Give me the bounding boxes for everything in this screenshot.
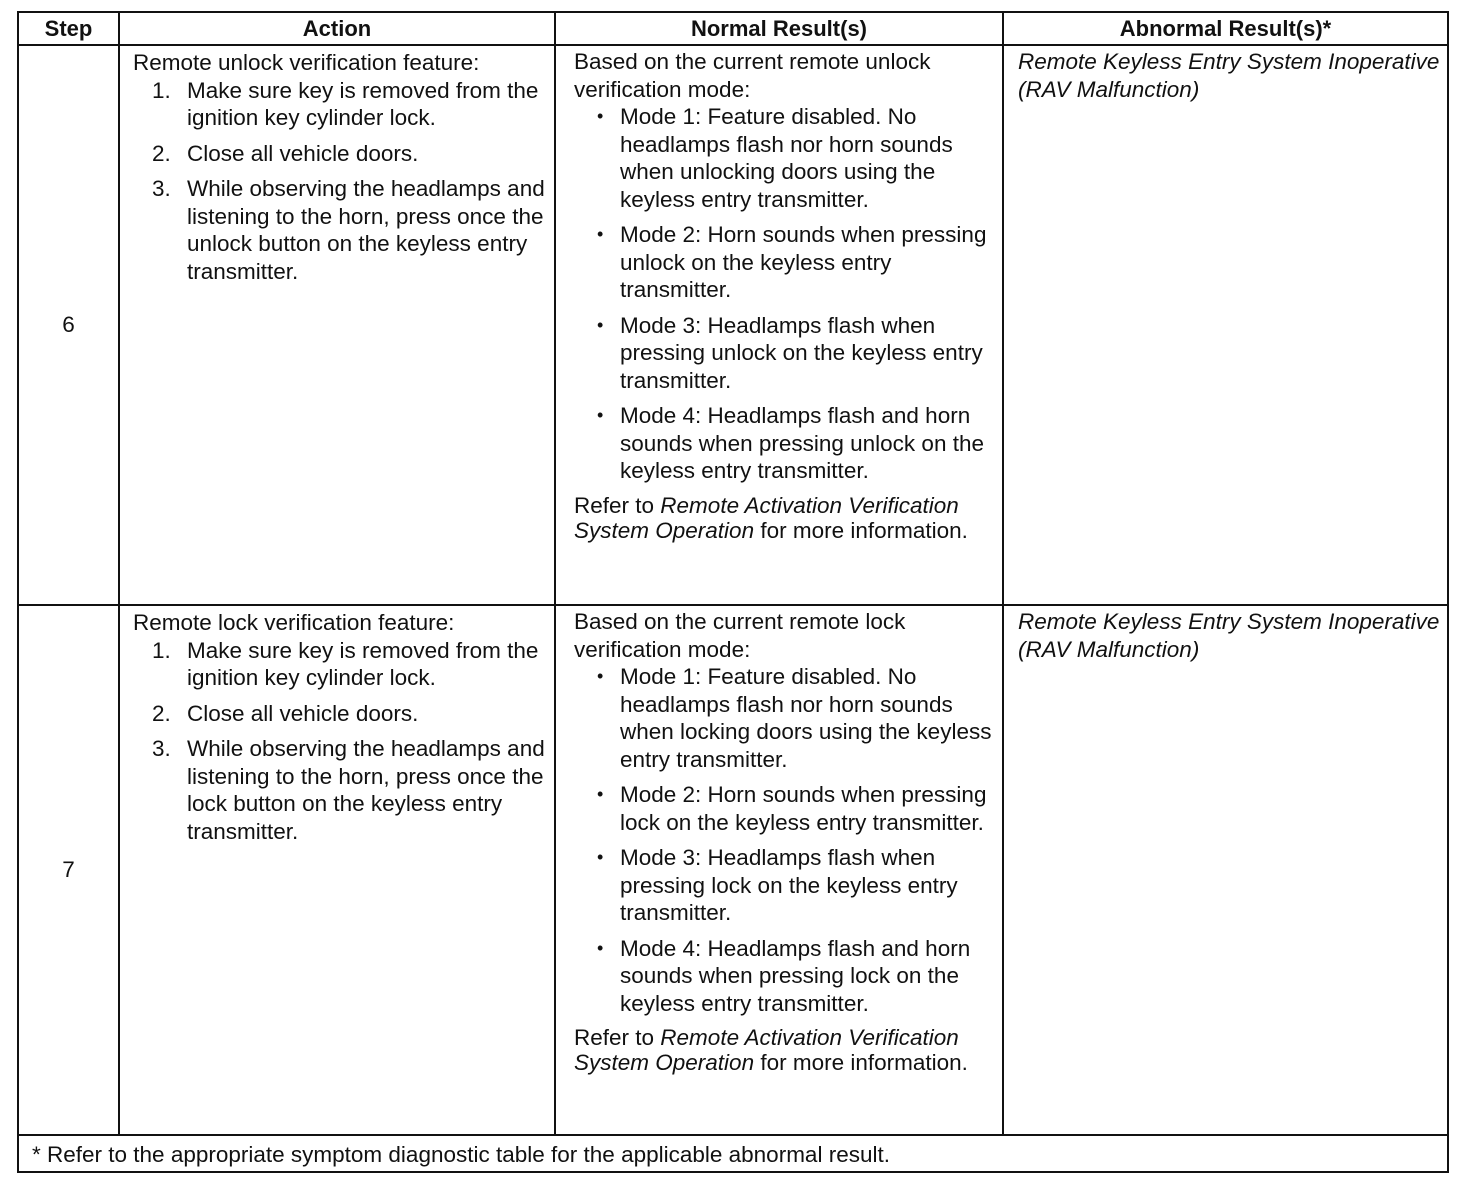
action-step-text: Close all vehicle doors. xyxy=(187,140,419,166)
action-step xyxy=(133,637,546,692)
step-number: 6 xyxy=(18,45,119,605)
mode-text: Mode 4: Headlamps flash and horn sounds when pressing unlock on the keyless entry transmitter. xyxy=(620,403,984,483)
mode-item xyxy=(574,103,998,213)
mode-item xyxy=(574,312,998,395)
table-row xyxy=(18,45,1448,605)
mode-list xyxy=(574,663,998,1017)
normal-results-cell xyxy=(555,45,1003,605)
mode-text: Mode 3: Headlamps flash when pressing unlock on the keyless entry transmitter. xyxy=(620,312,983,393)
action-step-number: 2. xyxy=(152,700,171,726)
action-step xyxy=(133,700,546,728)
normal-intro: Based on the current remote unlock verification mode: xyxy=(574,49,931,102)
action-step-number: 1. xyxy=(152,77,171,103)
refer-prefix: Refer to xyxy=(574,492,661,518)
action-step-number: 3. xyxy=(152,176,171,201)
refer-suffix: for more information. xyxy=(754,1050,968,1075)
action-cell xyxy=(119,45,555,605)
bullet-icon: • xyxy=(597,106,604,126)
mode-item xyxy=(574,221,998,304)
action-title: Remote lock verification feature: xyxy=(133,610,455,635)
refer-link[interactable]: Remote Activation Verification System Operation xyxy=(574,492,959,543)
bullet-icon: • xyxy=(597,784,604,804)
refer-prefix: Refer to xyxy=(574,1025,661,1050)
step-number: 7 xyxy=(18,605,119,1135)
refer-note xyxy=(574,1025,998,1075)
action-cell xyxy=(119,605,555,1135)
bullet-icon: • xyxy=(597,314,604,335)
mode-item xyxy=(574,663,998,773)
mode-item xyxy=(574,781,998,836)
mode-item xyxy=(574,844,998,927)
mode-text: Mode 1: Feature disabled. No headlamps flash nor horn sounds when unlocking doors using the keyless entry transmitter. xyxy=(620,104,953,212)
abnormal-result-link[interactable]: Remote Keyless Entry System Inoperative (RAV Malfunction) xyxy=(1018,49,1440,102)
mode-text: Mode 1: Feature disabled. No headlamps flash nor horn sounds when locking doors using the keyless entry transmitter. xyxy=(620,664,992,772)
action-step xyxy=(133,735,546,845)
action-step-text: Close all vehicle doors. xyxy=(187,700,419,726)
action-step xyxy=(133,77,546,132)
mode-list xyxy=(574,103,998,485)
mode-item xyxy=(574,935,998,1018)
footnote-row xyxy=(18,1135,1448,1172)
header-abnormal-results: Abnormal Result(s)* xyxy=(1003,12,1448,45)
refer-link[interactable]: Remote Activation Verification System Operation xyxy=(574,1025,959,1075)
abnormal-results-cell xyxy=(1003,45,1448,605)
bullet-icon: • xyxy=(597,937,604,958)
table-row xyxy=(18,605,1448,1135)
mode-text: Mode 2: Horn sounds when pressing unlock on the keyless entry transmitter. xyxy=(620,222,987,302)
action-step-text: Make sure key is removed from the ignition key cylinder lock. xyxy=(187,637,539,690)
bullet-icon: • xyxy=(597,847,604,867)
action-title: Remote unlock verification feature: xyxy=(133,50,480,75)
refer-suffix: for more information. xyxy=(754,517,968,543)
refer-note xyxy=(574,493,998,543)
mode-item xyxy=(574,402,998,485)
header-normal-results: Normal Result(s) xyxy=(555,12,1003,45)
action-step-list xyxy=(133,637,546,846)
header-row xyxy=(18,12,1448,45)
header-action: Action xyxy=(119,12,555,45)
action-step-number: 2. xyxy=(152,140,171,166)
normal-intro: Based on the current remote lock verification mode: xyxy=(574,609,906,662)
action-step-number: 1. xyxy=(152,637,171,663)
mode-text: Mode 2: Horn sounds when pressing lock on the keyless entry transmitter. xyxy=(620,782,987,835)
abnormal-results-cell xyxy=(1003,605,1448,1135)
bullet-icon: • xyxy=(597,405,604,425)
action-step xyxy=(133,140,546,168)
action-step-list xyxy=(133,77,546,286)
abnormal-result-link[interactable]: Remote Keyless Entry System Inoperative (RAV Malfunction) xyxy=(1018,609,1440,662)
action-step-number: 3. xyxy=(152,736,171,761)
mode-text: Mode 4: Headlamps flash and horn sounds when pressing lock on the keyless entry transmitter. xyxy=(620,935,971,1016)
action-step xyxy=(133,175,546,285)
diagnostic-table xyxy=(17,11,1449,1173)
bullet-icon: • xyxy=(597,666,604,686)
footnote: * Refer to the appropriate symptom diagnostic table for the applicable abnormal result. xyxy=(18,1135,1448,1172)
normal-results-cell xyxy=(555,605,1003,1135)
bullet-icon: • xyxy=(597,224,604,244)
mode-text: Mode 3: Headlamps flash when pressing lock on the keyless entry transmitter. xyxy=(620,845,958,925)
header-step: Step xyxy=(18,12,119,45)
action-step-text: While observing the headlamps and listening to the horn, press once the unlock button on the keyless entry transmitter. xyxy=(187,176,545,284)
action-step-text: Make sure key is removed from the ignition key cylinder lock. xyxy=(187,77,539,130)
action-step-text: While observing the headlamps and listening to the horn, press once the lock button on the keyless entry transmitter. xyxy=(187,736,545,844)
